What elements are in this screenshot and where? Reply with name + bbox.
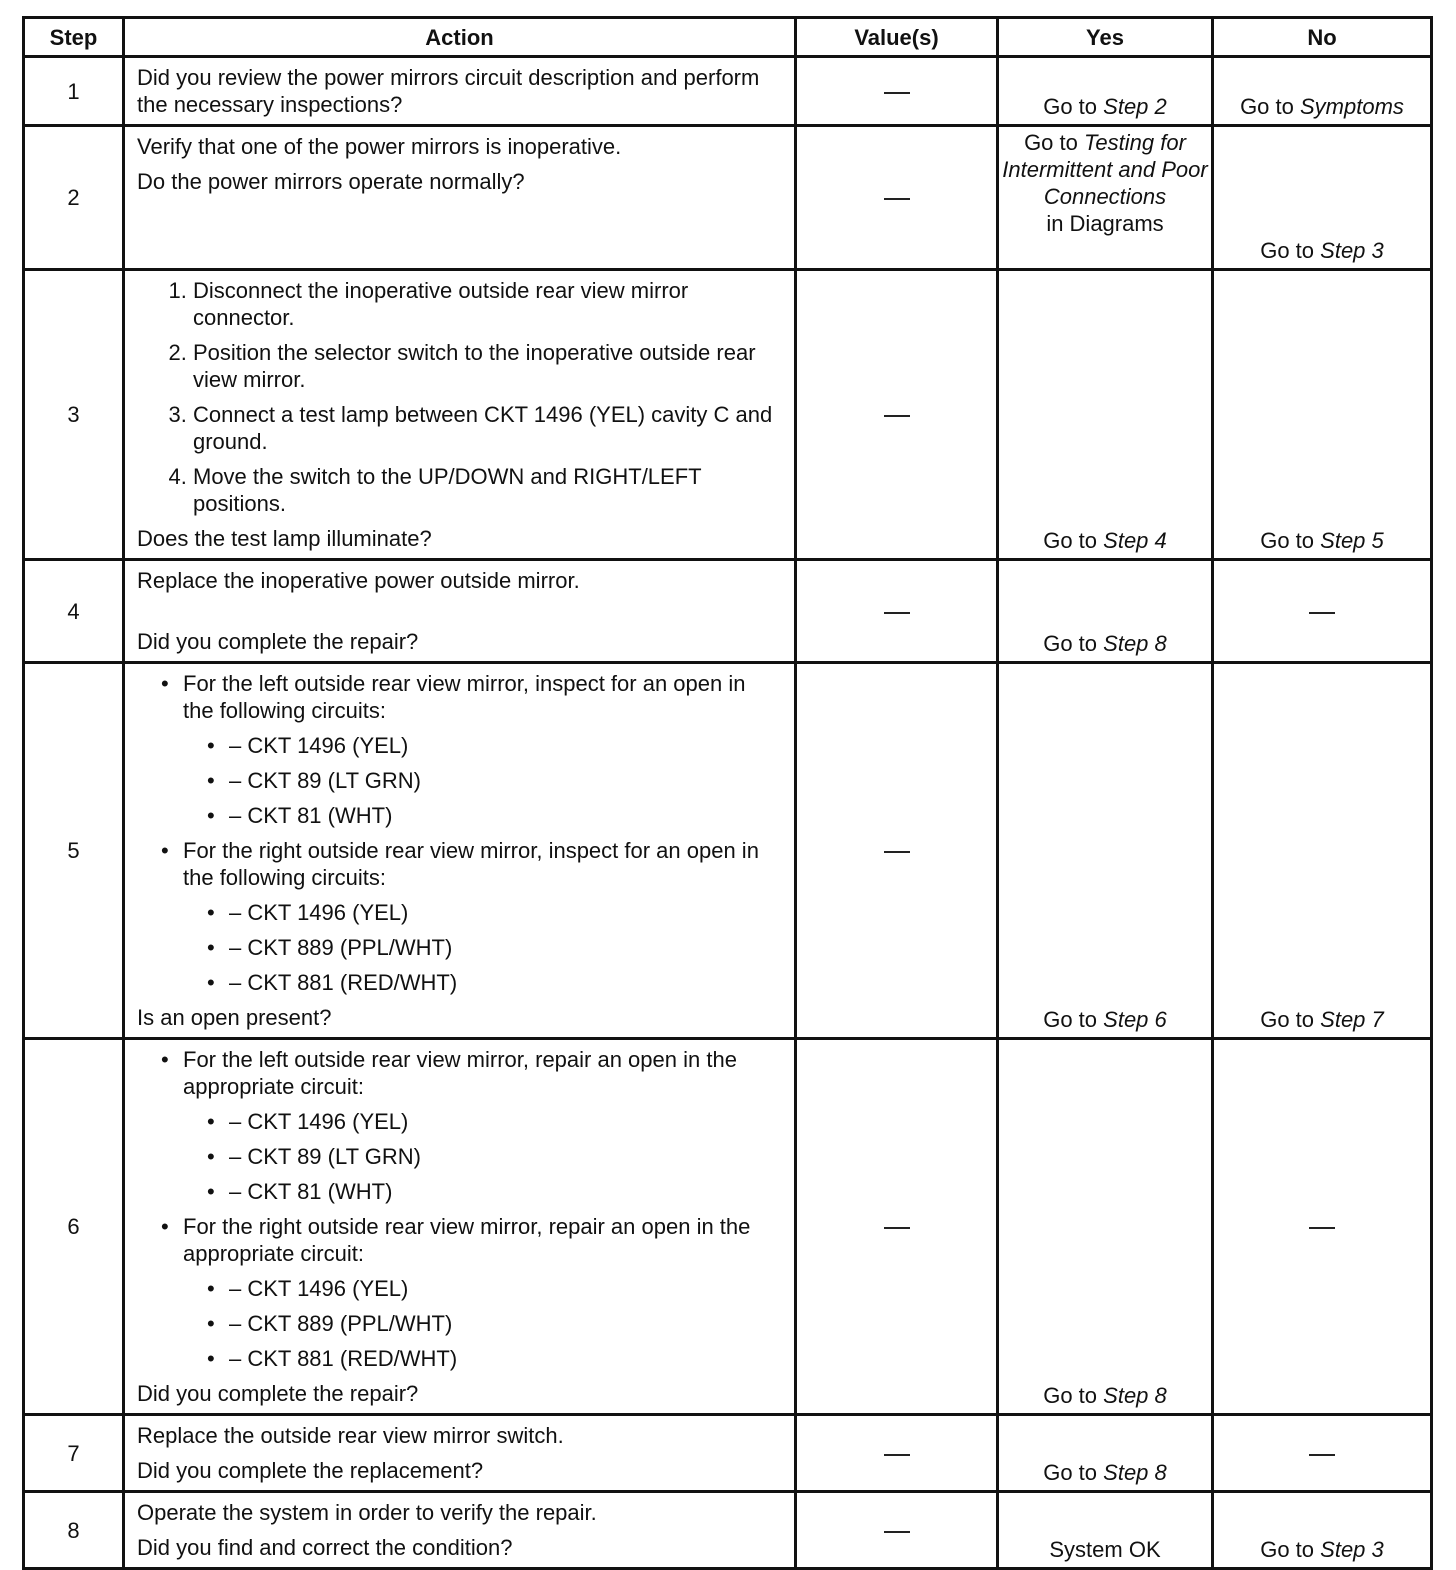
table-row [24,1415,1432,1492]
yes-cell [998,663,1213,1039]
list-item [183,837,782,996]
yes-target: Step 2 [1103,94,1167,119]
header-action: Action [124,18,796,57]
no-target: Symptoms [1300,94,1404,119]
action-text: Verify that one of the power mirrors is inoperative. [137,134,622,159]
no-prefix: Go to [1260,528,1315,553]
header-row [24,18,1432,57]
value-cell [796,126,998,270]
no-cell [1213,126,1432,270]
yes-target: Step 6 [1103,1007,1167,1032]
step-number: 8 [24,1492,124,1569]
header-step: Step [24,18,124,57]
step-number: 3 [24,270,124,560]
diagnostic-table [22,16,1433,1570]
circuit-list [183,1275,782,1372]
no-prefix: Go to [1260,238,1315,263]
no-cell [1213,560,1432,663]
yes-cell [998,1492,1213,1569]
dash-mark [1309,1454,1335,1456]
list-item [183,1046,782,1205]
header-values: Value(s) [796,18,998,57]
no-target: Step 7 [1320,1007,1384,1032]
bullet-list [137,670,782,996]
yes-cell [998,1039,1213,1415]
dash-mark [1309,1227,1335,1229]
action-cell [124,57,796,126]
action-text: Operate the system in order to verify the repair. [137,1500,597,1525]
value-cell [796,1415,998,1492]
no-target: Step 5 [1320,528,1384,553]
yes-text: System OK [1049,1537,1161,1562]
list-item: 3. Connect a test lamp between CKT 1496 (YEL) cavity C and ground. [193,401,782,455]
yes-prefix: Go to [1043,1460,1098,1485]
circuit-item: • – CKT 1496 (YEL) [229,899,782,926]
step-number: 5 [24,663,124,1039]
circuit-item: • – CKT 1496 (YEL) [229,1275,782,1302]
yes-cell [998,57,1213,126]
bullet-text: For the left outside rear view mirror, inspect for an open in the following circuits: [183,671,746,723]
table-row [24,270,1432,560]
yes-target: Step 8 [1103,631,1167,656]
step-number: 2 [24,126,124,270]
action-cell [124,663,796,1039]
dash-mark [884,1454,910,1456]
value-cell [796,1492,998,1569]
circuit-list [183,899,782,996]
header-yes: Yes [998,18,1213,57]
circuit-list [183,1108,782,1205]
circuit-item: • – CKT 881 (RED/WHT) [229,969,782,996]
action-question: Is an open present? [137,1005,332,1030]
dash-mark [884,92,910,94]
circuit-list [183,732,782,829]
step-number: 7 [24,1415,124,1492]
dash-mark [884,851,910,853]
no-cell [1213,270,1432,560]
bullet-list [137,1046,782,1372]
yes-target: Step 4 [1103,528,1167,553]
step-number: 4 [24,560,124,663]
no-cell [1213,57,1432,126]
yes-cell [998,1415,1213,1492]
action-question: Did you complete the replacement? [137,1458,484,1483]
action-text: Replace the inoperative power outside mirror. [137,568,580,593]
yes-target: Testing for Intermittent and Poor Connections [1002,130,1208,209]
table-row [24,1039,1432,1415]
circuit-item: • – CKT 1496 (YEL) [229,732,782,759]
table-row [24,1492,1432,1569]
procedure-list [137,277,782,517]
circuit-item: • – CKT 89 (LT GRN) [229,1143,782,1170]
table-row [24,126,1432,270]
yes-prefix: Go to [1043,94,1098,119]
table-row [24,663,1432,1039]
list-item [183,1213,782,1372]
action-question: Did you complete the repair? [137,1381,419,1406]
dash-mark [884,1531,910,1533]
no-target: Step 3 [1320,1537,1384,1562]
action-cell [124,1415,796,1492]
yes-cell [998,560,1213,663]
action-cell [124,1492,796,1569]
list-item: 2. Position the selector switch to the inoperative outside rear view mirror. [193,339,782,393]
no-prefix: Go to [1260,1007,1315,1032]
no-cell [1213,1415,1432,1492]
action-text: Did you review the power mirrors circuit description and perform the necessary inspections? [137,65,760,117]
list-item [183,670,782,829]
value-cell [796,663,998,1039]
yes-prefix: Go to [1043,1383,1098,1408]
action-text: Replace the outside rear view mirror switch. [137,1423,564,1448]
value-cell [796,560,998,663]
yes-target: Step 8 [1103,1383,1167,1408]
list-item: 1. Disconnect the inoperative outside rear view mirror connector. [193,277,782,331]
no-cell [1213,663,1432,1039]
bullet-text: For the right outside rear view mirror, repair an open in the appropriate circuit: [183,1214,751,1266]
table-row [24,57,1432,126]
bullet-text: For the left outside rear view mirror, repair an open in the appropriate circuit: [183,1047,737,1099]
action-question: Do the power mirrors operate normally? [137,169,525,194]
circuit-item: • – CKT 81 (WHT) [229,1178,782,1205]
no-cell [1213,1492,1432,1569]
dash-mark [884,198,910,200]
action-question: Did you find and correct the condition? [137,1535,513,1560]
dash-mark [884,612,910,614]
yes-prefix: Go to [1043,631,1098,656]
yes-target: Step 8 [1103,1460,1167,1485]
yes-suffix: in Diagrams [1046,211,1164,236]
circuit-item: • – CKT 1496 (YEL) [229,1108,782,1135]
action-question: Did you complete the repair? [137,629,419,654]
no-prefix: Go to [1240,94,1294,119]
action-cell [124,560,796,663]
circuit-item: • – CKT 889 (PPL/WHT) [229,934,782,961]
circuit-item: • – CKT 81 (WHT) [229,802,782,829]
table-row [24,560,1432,663]
yes-cell [998,126,1213,270]
no-cell [1213,1039,1432,1415]
step-number: 1 [24,57,124,126]
no-target: Step 3 [1320,238,1384,263]
circuit-item: • – CKT 881 (RED/WHT) [229,1345,782,1372]
action-cell [124,126,796,270]
yes-prefix: Go to [1024,130,1078,155]
value-cell [796,270,998,560]
list-item: 4. Move the switch to the UP/DOWN and RIGHT/LEFT positions. [193,463,782,517]
action-cell [124,270,796,560]
circuit-item: • – CKT 89 (LT GRN) [229,767,782,794]
dash-mark [884,1227,910,1229]
dash-mark [884,415,910,417]
bullet-text: For the right outside rear view mirror, inspect for an open in the following circuits: [183,838,759,890]
value-cell [796,57,998,126]
no-prefix: Go to [1260,1537,1315,1562]
yes-prefix: Go to [1043,1007,1098,1032]
yes-prefix: Go to [1043,528,1098,553]
header-no: No [1213,18,1432,57]
action-cell [124,1039,796,1415]
step-number: 6 [24,1039,124,1415]
dash-mark [1309,612,1335,614]
yes-cell [998,270,1213,560]
circuit-item: • – CKT 889 (PPL/WHT) [229,1310,782,1337]
value-cell [796,1039,998,1415]
action-question: Does the test lamp illuminate? [137,526,432,551]
